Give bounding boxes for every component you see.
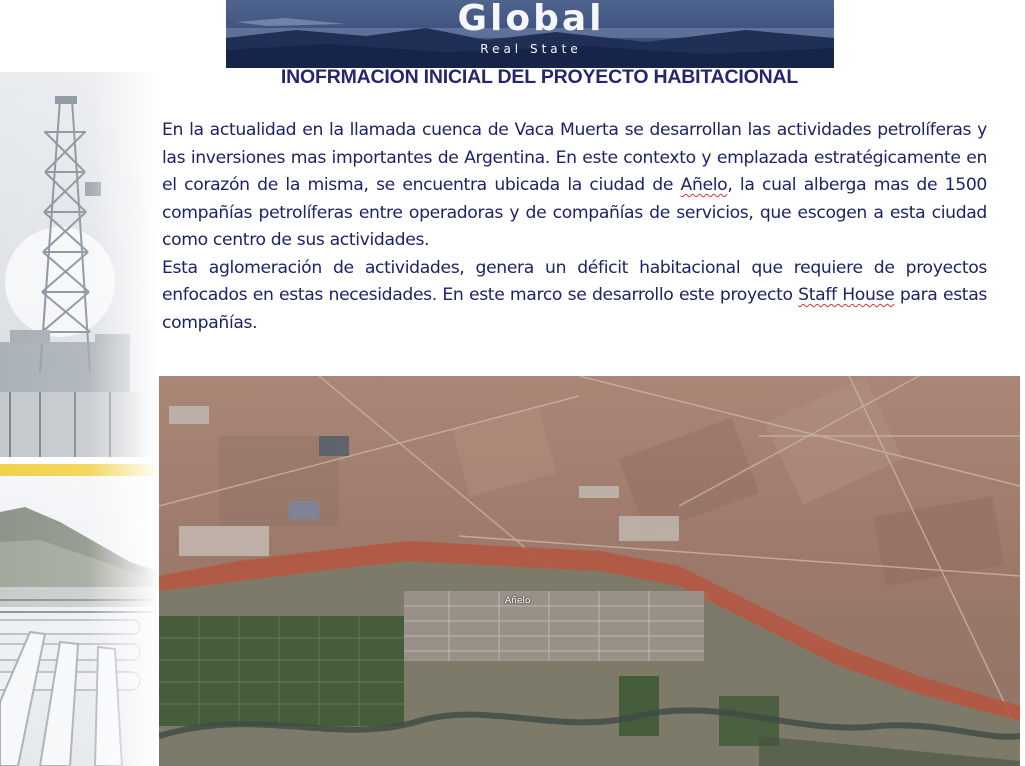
logo-title: Global — [457, 0, 605, 39]
logo — [426, 0, 636, 68]
p2-text-a: Esta aglomeración de actividades, genera un déficit habitacional que requiere de proyectos enfocados en estas necesidades. En este marco se desarrollo este proyecto — [162, 257, 987, 305]
satellite-map — [159, 376, 1020, 766]
city-name: Añelo — [680, 175, 728, 195]
project-name: Staff House — [798, 285, 895, 305]
header-banner — [226, 0, 834, 68]
document-title: INOFRMACION INICIAL DEL PROYECTO HABITACIONAL — [280, 66, 799, 88]
paragraph-1 — [162, 117, 987, 255]
map-place-label: Añelo — [505, 596, 531, 606]
body-text — [162, 117, 987, 337]
p2-text-b: para estas compañías. — [162, 285, 987, 333]
logo-subtitle: Real State — [480, 42, 582, 56]
left-decorative-photo-strip — [0, 72, 160, 766]
paragraph-2 — [162, 255, 987, 338]
p1-text-a: En la actualidad en la llamada cuenca de Vaca Muerta se desarrollan las actividades petrolíferas y las inversiones mas importantes de Argentina. En este contexto y emplazada estratégicamente en el corazón de la misma, se encuentra ubicada la ciudad de — [162, 120, 987, 195]
p1-text-b: , la cual alberga mas de 1500 compañías petrolíferas entre operadoras y de compañías de servicios, que escogen a esta ciudad como centro de sus actividades. — [162, 175, 987, 250]
